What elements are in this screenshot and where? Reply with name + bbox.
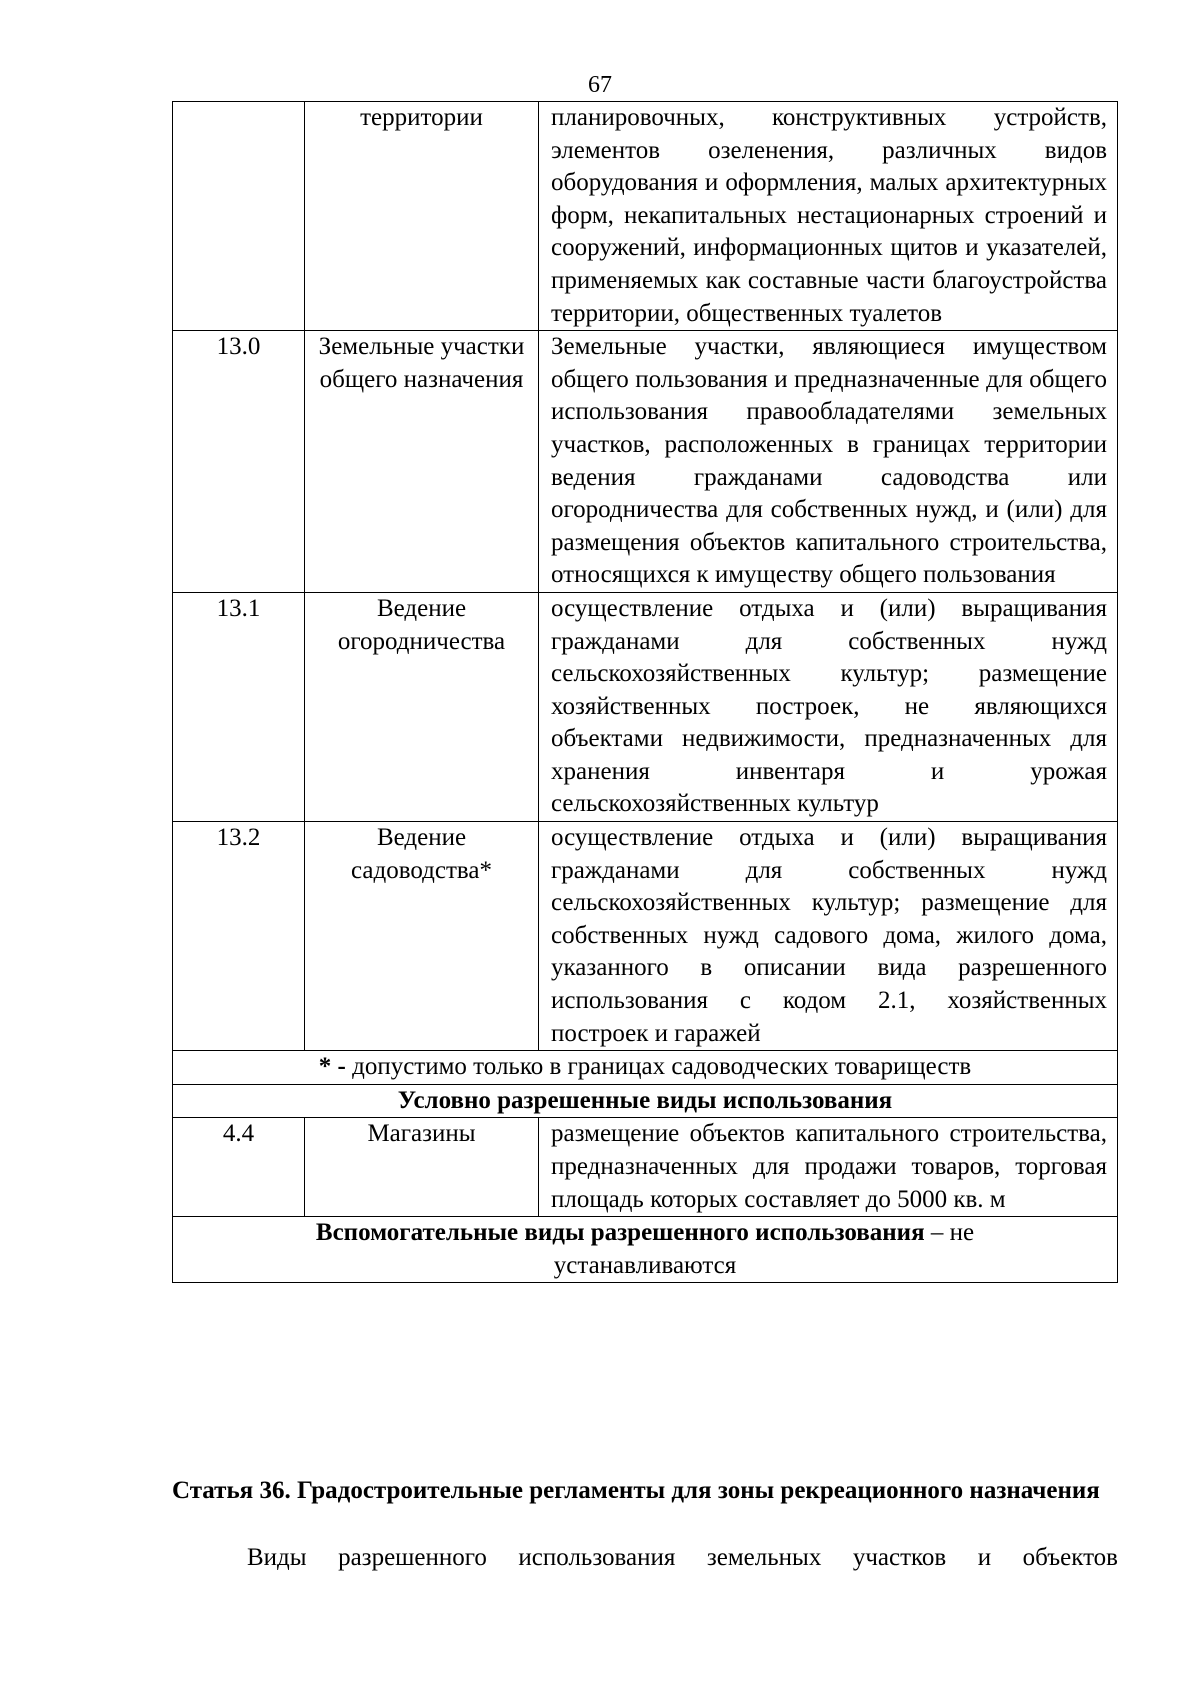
description-cell: Земельные участки, являющиеся имуществом общего пользования и предназначенные для общего использования правообладателями земельных участков, расположенных в границах территории ведения гражданами садоводства или огородничества для собственных нужд, и (или) для размещения объектов капитального строительства, относящихся к имуществу общего пользования bbox=[539, 331, 1118, 593]
code-cell bbox=[173, 102, 305, 331]
auxiliary-uses-note: – не устанавливаются bbox=[553, 1219, 975, 1279]
name-cell: территории bbox=[305, 102, 539, 331]
table-row bbox=[173, 592, 1118, 821]
footnote-cell bbox=[173, 1051, 1118, 1085]
description-cell: размещение объектов капитального строительства, предназначенных для продажи товаров, торговая площадь которых составляет до 5000 кв. м bbox=[539, 1118, 1118, 1217]
land-use-table bbox=[172, 101, 1118, 1283]
footnote-marker: * - bbox=[318, 1053, 346, 1081]
description-cell: осуществление отдыха и (или) выращивания гражданами для собственных нужд сельскохозяйственных культур; размещение хозяйственных построек, не являющихся объектами недвижимости, предназначенных для хранения инвентаря и урожая сельскохозяйственных культур bbox=[539, 592, 1118, 821]
code-cell: 4.4 bbox=[173, 1118, 305, 1217]
description-cell: планировочных, конструктивных устройств, элементов озеленения, различных видов оборудования и оформления, малых архитектурных форм, некапитальных нестационарных строений и сооружений, информационных щитов и указателей, применяемых как составные части благоустройства территории, общественных туалетов bbox=[539, 102, 1118, 331]
section-header-row bbox=[173, 1084, 1118, 1118]
code-cell: 13.0 bbox=[173, 331, 305, 593]
auxiliary-uses-cell bbox=[173, 1217, 1118, 1283]
table-row bbox=[173, 102, 1118, 331]
body-paragraph: Виды разрешенного использования земельных участков и объектов bbox=[247, 1544, 1118, 1571]
table-row bbox=[173, 822, 1118, 1051]
description-cell: осуществление отдыха и (или) выращивания гражданами для собственных нужд сельскохозяйственных культур; размещение для собственных нужд садового дома, жилого дома, указанного в описании вида разрешенного использования с кодом 2.1, хозяйственных построек и гаражей bbox=[539, 822, 1118, 1051]
code-cell: 13.1 bbox=[173, 592, 305, 821]
name-cell: Ведение садоводства* bbox=[305, 822, 539, 1051]
footnote-row bbox=[173, 1051, 1118, 1085]
conditional-uses-heading: Условно разрешенные виды использования bbox=[173, 1084, 1118, 1118]
name-cell: Земельные участки общего назначения bbox=[305, 331, 539, 593]
table-row bbox=[173, 1118, 1118, 1217]
name-cell: Магазины bbox=[305, 1118, 539, 1217]
page-number: 67 bbox=[588, 72, 612, 98]
footnote-text: допустимо только в границах садоводческих товариществ bbox=[345, 1053, 972, 1081]
auxiliary-uses-heading: Вспомогательные виды разрешенного использования bbox=[315, 1219, 925, 1247]
article-heading: Статья 36. Градостроительные регламенты для зоны рекреационного назначения bbox=[172, 1477, 1100, 1504]
code-cell: 13.2 bbox=[173, 822, 305, 1051]
name-cell: Ведение огородничества bbox=[305, 592, 539, 821]
section-header-row bbox=[173, 1217, 1118, 1283]
table-row bbox=[173, 331, 1118, 593]
